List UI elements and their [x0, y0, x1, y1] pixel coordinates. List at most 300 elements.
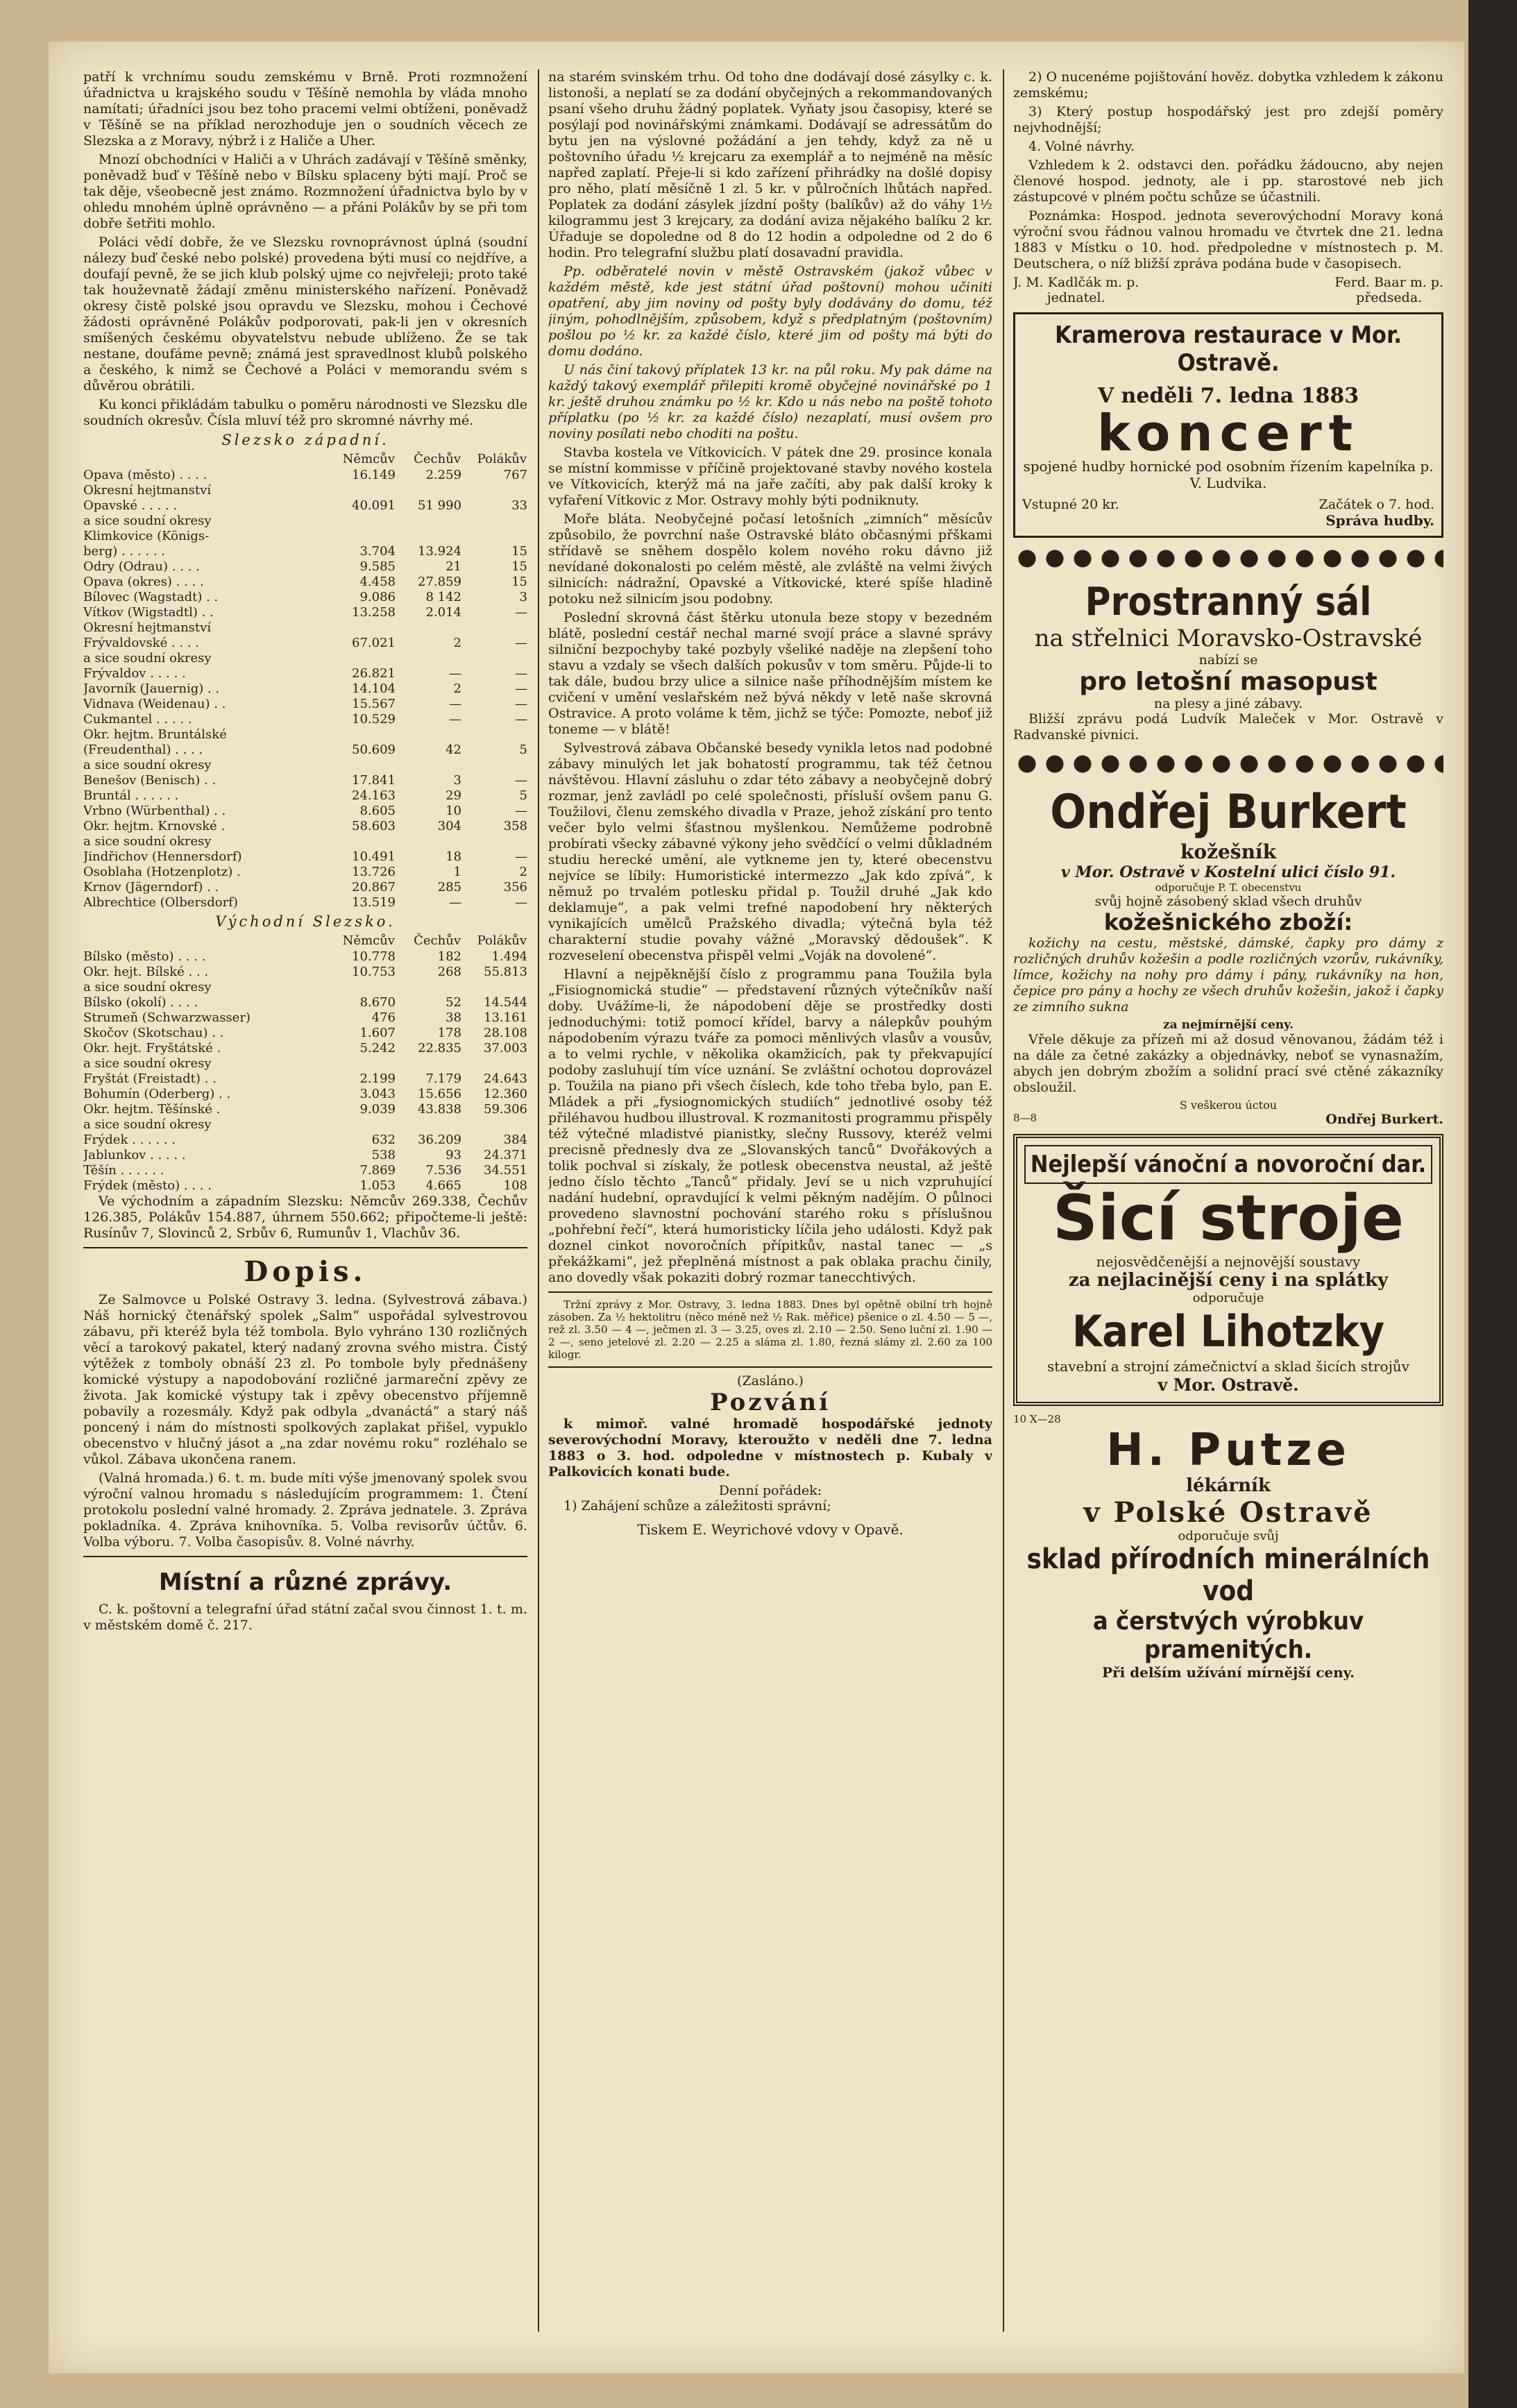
count-cell [461, 514, 527, 529]
table-row [83, 965, 527, 980]
count-cell [461, 980, 527, 995]
count-cell: 50.609 [352, 743, 396, 757]
count-cell [330, 758, 396, 773]
count-cell [396, 758, 461, 773]
ad-headline: koncert [1096, 404, 1360, 462]
count-cell: 8.670 [359, 995, 396, 1010]
count-cell: 15 [511, 575, 527, 589]
count-cell: 15 [511, 544, 527, 559]
decorative-dot-border [1013, 545, 1443, 573]
count-cell [461, 1056, 527, 1071]
count-cell: 9.585 [359, 559, 396, 574]
table-row [83, 1148, 527, 1163]
district-cell: Albrechtice (Olbersdorf) [83, 895, 238, 910]
district-cell: Bílovec (Wagstadt) . . [83, 590, 219, 604]
table-row [83, 804, 527, 819]
table-row [83, 697, 527, 712]
newspaper-page [49, 42, 1464, 2373]
invitation-text: k mimoř. valné hromadě hospodářské jednoty severovýchodní Moravy, kteroužto v neděli dne 7. ledna 1883 o 3. hod. odpoledne v místnostech p. Kubaly v Palkovicích konati bude. [548, 1416, 992, 1479]
ad-place: v Mor. Ostravě. [1158, 1375, 1299, 1395]
district-cell: Okr. hejtm. Bruntálské [83, 727, 227, 742]
agenda-item: 2) O nucenéme pojištování hověz. dobytka vzhledem k zákonu zemskému; [1013, 69, 1443, 101]
ad-place: v Polské Ostravě [1083, 1496, 1373, 1529]
district-cell: Okr. hejt. Fryštátské . [83, 1041, 221, 1055]
count-cell [330, 834, 396, 849]
count-cell: 5 [519, 743, 527, 757]
count-cell: 28.108 [484, 1026, 527, 1040]
article-paragraph: Poláci vědí dobře, že ve Slezsku rovnoprávnost úplná (soudní nálezy buď české nebo polské) provedena býti musí co nejdříve, a doufají pevně, že se jich klub polský ujme co nejvřeleji; proto také tak houževnatě žádají změnu ministerského nařízení. Poněvadž okresy čistě polské jsou opravdu ve Slezsku, mohou i Čechové žádosti oprávněné Polákův podporovati, pak-li jen v okresních smíšených českému obyvatelstvu nebude ublíženo. Že se tak nestane, doufáme pevně; známá jest spravedlnost klubů polského a českého, k nimž se Čechové a Poláci v memorandu svém s důvěrou obrátili. [83, 235, 527, 393]
count-cell: — [515, 849, 527, 864]
ad-goods: kožešnického zboží: [1103, 909, 1353, 935]
ad-entry: Vstupné 20 kr. [1022, 497, 1119, 512]
count-cell: — [449, 895, 461, 910]
count-cell [461, 483, 527, 498]
district-cell: Jablunkov . . . . . [83, 1148, 186, 1162]
table-row [83, 681, 527, 697]
table-body [83, 468, 527, 910]
count-cell: 21 [446, 559, 461, 574]
count-cell: 3 [453, 773, 461, 788]
table-row [83, 529, 527, 544]
district-cell: Odry (Odrau) . . . . [83, 559, 200, 574]
count-cell [461, 651, 527, 666]
ad-address: v Mor. Ostravě v Kostelní ulici číslo 91. [1060, 863, 1396, 881]
ad-text: nejosvědčenější a nejnovější soustavy [1096, 1253, 1361, 1270]
count-cell: 26.821 [352, 666, 396, 681]
count-cell: 5.242 [359, 1041, 396, 1055]
count-cell: — [515, 895, 527, 910]
district-cell: Vidnava (Weidenau) . . [83, 697, 226, 711]
count-cell: 8.605 [359, 804, 396, 818]
column-divider [1003, 69, 1004, 2332]
count-cell [330, 1117, 396, 1133]
table-row [83, 880, 527, 895]
count-cell: 7.869 [359, 1163, 396, 1178]
divider [83, 1556, 527, 1557]
count-cell: 304 [437, 819, 461, 833]
table-row [83, 758, 527, 773]
table-row [83, 1010, 527, 1026]
count-cell: 2 [453, 636, 461, 650]
count-cell: 37.003 [484, 1041, 527, 1055]
table-row [83, 1071, 527, 1087]
divider [548, 1366, 992, 1368]
article-paragraph: na starém svinském trhu. Od toho dne dodávají dosé zásylky c. k. listonoši, a neplatí se za dodání obyčejných a rekommandovaných psaní všeho druhu žádný poplatek. Vyňaty jsou časopisy, které se posýlají pod novinářskými známkami. Dodávají se adressátům do bytu jen na výslovné požádání a jen tehdy, když za ně u poštovního úřadu ½ krejcaru za exemplář a to nejméně na měsíc napřed zaplatí. Přeje-li si kdo zařízení přihrádky na došlé dopisy pro něho, platí měsíčně 1 zl. 5 kr. v půlročních lhůtách napřed. Poplatek za dodání zásylek jízdní pošty (balíkův) až do váhy 1½ kilogrammu jest 3 krejcary, za dodání aviza nějakého balíku 2 kr. Úřaduje se dopoledne od 8 do 12 hodin a odpoledne od 2 do 6 hodin. Pro telegrafní službu platí dosavadní pravidla. [548, 69, 992, 260]
count-cell: 767 [503, 468, 527, 482]
table-title-west: Slezsko západní. [221, 432, 389, 448]
count-cell: — [449, 712, 461, 727]
signature-name: J. M. Kadlčák m. p. [1013, 275, 1139, 290]
count-cell: 67.021 [352, 636, 396, 650]
count-cell: 16.149 [352, 468, 396, 482]
table-row [83, 819, 527, 834]
count-cell: 384 [503, 1133, 527, 1147]
district-cell: Frýdek . . . . . . [83, 1133, 176, 1147]
column-divider [538, 69, 539, 2332]
district-cell: Frývaldovské . . . . [83, 636, 200, 650]
count-cell: 108 [503, 1178, 527, 1193]
ad-text: spojené hudby hornické pod osobním řízením kapelníka p. V. Ludvika. [1023, 458, 1434, 491]
ad-thanks: Vřele děkuje za přízeň mi až dosud věnovanou, žádám též i na dále za četné zakázky a objednávky, neboť se vynasnažím, abych jen dobrým zbožím a solidní prací své ctěné zákazníky obsloužil. [1013, 1032, 1443, 1095]
signatures [1013, 275, 1443, 305]
count-cell: 29 [446, 788, 461, 803]
count-cell: 1.494 [491, 949, 527, 964]
district-cell: Bílsko (město) . . . . [83, 949, 206, 964]
ad-footer: Při delším užívání mírnější ceny. [1102, 1664, 1355, 1681]
district-cell: Vrbno (Würbenthal) . . [83, 804, 226, 818]
district-cell: Frýdek (město) . . . . [83, 1178, 212, 1193]
agenda-title: Denní pořádek: [718, 1483, 822, 1498]
count-cell: 13.924 [418, 544, 461, 559]
count-cell: 7.536 [425, 1163, 461, 1178]
count-cell: — [515, 697, 527, 711]
count-cell: 3.704 [359, 544, 396, 559]
article-paragraph: (Valná hromada.) 6. t. m. bude míti výše jmenovaný spolek svou výroční valnou hromadu s následujícím programmem: 1. Čtení protokolu poslední valné hromady. 2. Zpráva jednatele. 3. Zpráva pokladníka. 4. Zpráva knihovníka. 5. Volba revisorův účtův. 6. Volba výboru. 7. Volba časopisův. 8. Volné návrhy. [83, 1470, 527, 1550]
count-cell: — [449, 697, 461, 711]
district-cell: a sice soudní okresy [83, 1117, 212, 1132]
count-cell: 14.104 [352, 681, 396, 696]
district-cell: Osoblaha (Hotzenplotz) . [83, 865, 241, 879]
count-cell: — [515, 636, 527, 650]
table-row [83, 1056, 527, 1071]
article-paragraph: Poznámka: Hospod. jednota severovýchodní Moravy koná výroční svou řádnou valnou hromadu ve čtvrtek dne 21. ledna 1883 v Místku o 10. hod. předpoledne v místnostech p. M. Deutschera, o níž bližší zpráva podána bude v časopisech. [1013, 208, 1443, 271]
count-cell: 52 [446, 995, 461, 1010]
table-row [83, 1041, 527, 1056]
col-header: Čechův [414, 452, 461, 466]
count-cell: 10.753 [352, 965, 396, 979]
table-row [83, 468, 527, 483]
count-cell: 20.867 [352, 880, 396, 894]
count-cell: 42 [446, 743, 461, 757]
col-header: Němcův [342, 452, 395, 466]
ad-price: za nejmírnější ceny. [1163, 1018, 1294, 1032]
ad-trade: lékárník [1186, 1475, 1271, 1496]
count-cell: 8 142 [425, 590, 461, 604]
count-cell: 40.091 [352, 498, 396, 513]
ad-sign: Správa hudby. [1325, 512, 1434, 529]
page-edge-shadow [1468, 0, 1517, 2408]
count-cell: — [515, 712, 527, 727]
ad-date: V neděli 7. ledna 1883 [1097, 384, 1359, 408]
count-cell: 2 [453, 681, 461, 696]
ad-title: Prostranný sál [1085, 579, 1372, 625]
count-cell: 9.086 [359, 590, 396, 604]
ad-text: odporučuje svůj [1178, 1529, 1279, 1543]
district-cell: Okr. hejtm. Těšínské . [83, 1102, 221, 1117]
count-cell: 7.179 [425, 1071, 461, 1086]
count-cell [396, 727, 461, 743]
col-header: Čechův [414, 933, 461, 948]
signature-role: předseda. [1356, 290, 1423, 305]
table-row [83, 995, 527, 1010]
count-cell [461, 834, 527, 849]
count-cell: 2.259 [425, 468, 461, 482]
table-row [83, 712, 527, 727]
district-cell: a sice soudní okresy [83, 651, 212, 665]
article-paragraph: Moře bláta. Neobyčejné počasí letošních „zimních“ měsícův způsobilo, že povrchní naše Ostravské bláto občasnými přškami střídavě se sněhem dospělo kolem nového roku dávno již nevídané dokonalosti po celém městě, ale zvláště na velmi živých silnicích: nádražní, Opavské a Vítkovické, které spíše hladině potoku než silnicím jsou podobny. [548, 511, 992, 607]
count-cell [330, 529, 396, 544]
count-cell: 5 [519, 788, 527, 803]
count-cell: 34.551 [484, 1163, 527, 1178]
col-header: Němcův [342, 933, 395, 948]
district-cell: Bohumín (Oderberg) . . [83, 1087, 231, 1101]
count-cell: 268 [437, 965, 461, 979]
count-cell: 3 [519, 590, 527, 604]
table-row [83, 605, 527, 620]
table-row [83, 559, 527, 575]
count-cell: 51 990 [418, 498, 461, 513]
count-cell [396, 980, 461, 995]
count-cell: 24.371 [484, 1148, 527, 1162]
ad-text: odporučuje P. T. obecenstvu [1155, 881, 1302, 894]
ad-trade: kožešník [1180, 840, 1276, 863]
district-cell: (Freudenthal) . . . . [83, 743, 203, 757]
count-cell: 10.529 [352, 712, 396, 727]
article-paragraph: Mnozí obchodníci v Haliči a v Uhrách zadávají v Těšíně směnky, poněvadž buď v Těšíně nebo v Bílsku splaceny býti mají. Proč se tak děje, všeobecně jest známo. Rozmnožení úřadnictva bylo by v ohledu mnohém úplně oprávněno — a přáni Polákův by se při tom dobře šetřiti mohlo. [83, 152, 527, 231]
count-cell: 18 [446, 849, 461, 864]
district-cell: Opava (okres) . . . . [83, 575, 204, 589]
ad-headline: Šicí stroje [1053, 1182, 1404, 1255]
count-cell: — [515, 666, 527, 681]
table-row [83, 1087, 527, 1102]
district-cell: Benešov (Benisch) . . [83, 773, 217, 788]
count-cell: 38 [446, 1010, 461, 1025]
count-cell [396, 529, 461, 544]
stats-table-east [83, 933, 527, 1194]
district-cell: Okr. hejt. Bílské . . . [83, 965, 209, 979]
table-title-east: Východní Slezsko. [215, 913, 396, 930]
section-title-local: Místní a různé zprávy. [158, 1568, 452, 1596]
district-cell: Frývaldov . . . . . [83, 666, 186, 681]
district-cell: a sice soudní okresy [83, 1056, 212, 1071]
table-row [83, 1102, 527, 1117]
article-paragraph: Pp. odběratelé novin v městě Ostravském (jakož vůbec v každém městě, kde jest státní úřad poštovní) mohou učiniti opatření, aby jim noviny od pošty byly dodávány do domu, též jiným, pohodlnějším, způsobem, když s předplatným (poštovním) pošlou po ½ kr. za každé číslo, které jim od pošty má býti do domu dodáno. [548, 264, 992, 359]
count-cell [396, 514, 461, 529]
count-cell: — [515, 605, 527, 620]
divider [548, 1291, 992, 1293]
table-row [83, 544, 527, 559]
count-cell: 182 [437, 949, 461, 964]
table-row [83, 865, 527, 880]
article-paragraph: U nás činí takový příplatek 13 kr. na půl roku. My pak dáme na každý takový exemplář přilepiti kromě obyčejné novinářské po 1 kr. ještě druhou známku po ½ kr. Kdo u nás nebo na poště tohoto příplatku (po ½ kr. za každé číslo) nezaplatí, musí ovšem pro noviny posílati nebo choditi na poštu. [548, 362, 992, 441]
section-title-dopis: Dopis. [244, 1255, 367, 1288]
table-row [83, 849, 527, 865]
count-cell: 2.014 [425, 605, 461, 620]
count-cell: 2.199 [359, 1071, 396, 1086]
count-cell: 15.567 [352, 697, 396, 711]
count-cell: — [515, 773, 527, 788]
district-cell: Fryštát (Freistadt) . . [83, 1071, 217, 1086]
count-cell [330, 514, 396, 529]
table-row [83, 1163, 527, 1178]
table-row [83, 895, 527, 910]
agenda-item: 1) Zahájení schůze a záležitosti správní; [563, 1498, 831, 1514]
col-header: Polákův [477, 933, 527, 948]
table-row [83, 666, 527, 681]
count-cell: 178 [437, 1026, 461, 1040]
count-cell: 93 [446, 1148, 461, 1162]
count-cell: 10.778 [352, 949, 396, 964]
table-row [83, 773, 527, 788]
count-cell [330, 1056, 396, 1071]
count-cell [396, 483, 461, 498]
count-cell [330, 483, 396, 498]
table-row [83, 788, 527, 804]
district-cell: Okr. hejtm. Krnovské . [83, 819, 226, 833]
district-cell: a sice soudní okresy [83, 980, 212, 994]
ad-ref: 8—8 [1013, 1112, 1037, 1124]
table-row [83, 727, 527, 743]
district-cell: Cukmantel . . . . . [83, 712, 192, 727]
count-cell [396, 834, 461, 849]
count-cell: 17.841 [352, 773, 396, 788]
district-cell: Okresní hejtmanství [83, 620, 212, 635]
ad-ref: 10 X—28 [1013, 1413, 1061, 1425]
count-cell: 13.726 [352, 865, 396, 879]
district-cell: Vítkov (Wigstadtl) . . [83, 605, 214, 620]
count-cell: 10 [446, 804, 461, 818]
count-cell [396, 1056, 461, 1071]
count-cell: 13.519 [352, 895, 396, 910]
district-cell: Okresní hejtmanství [83, 483, 212, 498]
article-paragraph: Poslední skrovná část štěrku utonula beze stopy v bezedném blátě, poslední cestář nechal marné svojí práce a slavné správy silniční bezpochyby také pozbyly všeliké naděje na zlepšení toho stavu a vzdaly se všech dalších pokusův v tom směru. Půjde-li to tak dále, budou brzy ulice a silnice naše příhodnějším místem ke cvičení v umění veslařském než bývá někdy v letě naše skrovná Ostravice. A proto voláme k těm, jichž se týče: Pomozte, neboť již toneme — v blátě! [548, 610, 992, 737]
count-cell [330, 980, 396, 995]
district-cell: berg) . . . . . . [83, 544, 165, 559]
count-cell [461, 727, 527, 743]
divider [83, 1247, 527, 1248]
ad-text: stavební a strojní zámečnictví a sklad šicích strojův [1047, 1358, 1409, 1375]
count-cell: 24.163 [352, 788, 396, 803]
table-row [83, 575, 527, 590]
table-row [83, 1026, 527, 1041]
zaslano-label: (Zasláno.) [737, 1373, 804, 1389]
ad-concert [1013, 312, 1443, 538]
decorative-dot-border [1013, 750, 1443, 778]
ad-headline: pro letošní masopust [1079, 668, 1378, 696]
table-row [83, 590, 527, 605]
count-cell [396, 651, 461, 666]
district-cell: a sice soudní okresy [83, 514, 212, 528]
count-cell [396, 1117, 461, 1133]
ad-text: svůj hojně zásobený sklad všech druhův [1094, 894, 1362, 909]
ad-subtitle: na střelnici Moravsko-Ostravské [1034, 625, 1423, 652]
column-1 [83, 69, 527, 1636]
ad-regards: S veškerou úctou [1179, 1099, 1278, 1112]
stats-table-west [83, 451, 527, 910]
table-row [83, 620, 527, 636]
count-cell: 24.643 [484, 1071, 527, 1086]
table-row [83, 636, 527, 651]
count-cell: 1 [453, 865, 461, 879]
count-cell: 14.544 [484, 995, 527, 1010]
district-cell: Jindřichov (Hennersdorf) [83, 849, 242, 864]
ad-sewing-machines [1013, 1134, 1443, 1406]
count-cell: 1.607 [359, 1026, 396, 1040]
article-paragraph: Ku konci přikládám tabulku o poměru národnosti ve Slezsku dle soudních okresův. Čísla mluví též pro skromné návrhy mé. [83, 397, 527, 428]
count-cell: 13.258 [352, 605, 396, 620]
table-row [83, 980, 527, 995]
table-row [83, 834, 527, 849]
count-cell: 285 [437, 880, 461, 894]
ad-info: Bližší zprávu podá Ludvík Maleček v Mor. Ostravě v Radvanské pivnici. [1013, 711, 1443, 743]
col-header: Polákův [477, 452, 527, 466]
count-cell: 10.491 [352, 849, 396, 864]
ad-text: za nejlacinější ceny i na splátky [1068, 1270, 1389, 1291]
signature-role: jednatel. [1046, 290, 1105, 305]
column-2 [548, 69, 992, 1538]
count-cell: — [449, 666, 461, 681]
ad-details [1022, 497, 1434, 512]
article-paragraph: C. k. poštovní a telegrafní úřad státní začal svou činnost 1. t. m. v městském domě č. 217. [83, 1602, 527, 1633]
ad-text: na plesy a jiné zábavy. [1153, 696, 1303, 711]
count-cell: 22.835 [418, 1041, 461, 1055]
count-cell: 12.360 [484, 1087, 527, 1101]
article-paragraph: Ze Salmovce u Polské Ostravy 3. ledna. (Sylvestrová zábava.) Náš hornický čtenářský spolek „Salm“ uspořádal sylvestrovou zábavu, při kteréž byla též tombola. Bylo vyhráno 130 rozličných věcí a tarokový pakatel, který nadaný zrovna svého mistra. Čistý výtěžek z tomboly obnáší 23 zl. Po tombole byly přednášeny komické výstupy a napodobování rozličné jarmareční zpěvy ze života. Jak komické výstupy tak i zpěvy obecenstvo příjemně pobavily a rozesmály. Když pak odbyla „dvanáctá“ a starý náš poncený i nám do místnosti spolkových zaplakat přišel, vypuklo obecenstvo v hlučný jásot a „na zdar novému roku“ rozléhalo se vůkol. Zábava ukončena ranem. [83, 1292, 527, 1467]
summary-paragraph: Ve východním a západním Slezsku: Němcův 269.338, Čechův 126.385, Polákův 154.887, úhrnem 550.662; připočteme-li ještě: Rusínův 7, Slovinců 2, Srbův 6, Rumunův 1, Vlachův 36. [83, 1194, 527, 1241]
count-cell: 55.813 [484, 965, 527, 979]
ad-footer [1013, 1112, 1443, 1127]
ad-pharmacy [1013, 1413, 1443, 1681]
signature-name: Ferd. Baar m. p. [1334, 275, 1443, 290]
count-cell: 356 [503, 880, 527, 894]
district-cell: Opavské . . . . . [83, 498, 178, 513]
ad-hall [1013, 579, 1443, 743]
count-cell: 15 [511, 559, 527, 574]
count-cell: 27.859 [418, 575, 461, 589]
ad-title: Kramerova restaurace v Mor. Ostravě. [1055, 321, 1402, 377]
district-cell: Javorník (Jauernig) . . [83, 681, 220, 696]
count-cell: 4.458 [359, 575, 396, 589]
count-cell: 3.043 [359, 1087, 396, 1101]
count-cell: 36.209 [418, 1133, 461, 1147]
count-cell: 33 [511, 498, 527, 513]
district-cell: Opava (město) . . . . [83, 468, 207, 482]
count-cell [330, 727, 396, 743]
market-report: Tržní zprávy z Mor. Ostravy, 3. ledna 1883. Dnes byl opětně obilní trh hojně zásoben. Za ½ hektolitru (něco méně než ½ Rak. měřice) pšenice o zl. 4.50 — 5 —, rež zl. 3.50 — 4 —, ječmen zl. 3 — 3.25, oves zl. 2.10 — 2.50. Seno luční zl. 1.90 — 2 —, seno jetelové zl. 2.20 — 2.25 a sláma zl. 1.80, řezná slámy zl. 2.60 za 100 kilogr. [548, 1298, 992, 1361]
article-paragraph: Sylvestrová zábava Občanské besedy vynikla letos nad podobné zábavy minulých let jak bohatostí programmu, tak též četnou návštěvou. Hlavní zásluhu o zdar této zábavy a neobyčejně dobrý rozmar, jenž zavládl po celé společnosti, přísluší ovšem panu G. Toužilovi, členu zemského divadla v Praze, jehož získání pro tento večer bylo velmi šťastnou myšlenkou. Nemůžeme podrobně probírati všecky zábavné výkony jeho svědčící o velmi důkladném studiu herecké umění, ale vytkneme jen ty, které obecenstvu nejvíce se líbily: Humoristické intermezzo „Jak kdo zpívá“, k němuž po trvalém potlesku přidal p. Toužil druhé „Jak kdo deklamuje“, a pak velmi trefné napodobení hry některých vynikajících umělců Pražského divadla; výtečná byla též charakterní studie povahy vážné „Moravský dědoušek“. K rozveselení obecenstva přispěl velmi „Voják na dovolené“. [548, 740, 992, 963]
ad-name: Ondřej Burkert [1050, 785, 1407, 840]
ad-name: Karel Lihotzky [1072, 1306, 1384, 1357]
article-paragraph: Vzhledem k 2. odstavci den. pořádku žádoucno, aby nejen členové hospod. jednoty, ale i pp. starostové neb jich zástupcové v plném počtu schůze se účastnili. [1013, 158, 1443, 205]
count-cell: — [515, 804, 527, 818]
table-row [83, 483, 527, 498]
count-cell: 1.053 [359, 1178, 396, 1193]
count-cell [330, 651, 396, 666]
count-cell: 43.838 [418, 1102, 461, 1117]
agenda-item: 4. Volné návrhy. [1028, 139, 1135, 154]
ad-text: nabízí se [1198, 652, 1258, 668]
count-cell: 476 [371, 1010, 396, 1025]
ad-sign: Ondřej Burkert. [1325, 1112, 1443, 1127]
count-cell: 538 [371, 1148, 396, 1162]
count-cell: 58.603 [352, 819, 396, 833]
agenda-item: 3) Který postup hospodářský jest pro zdejší poměry nejvhodnější; [1013, 104, 1443, 135]
table-row [83, 498, 527, 514]
district-cell: Těšín . . . . . . [83, 1163, 164, 1178]
ad-text: odporučuje [1192, 1291, 1264, 1305]
ad-furrier [1013, 785, 1443, 1127]
ad-start: Začátek o 7. hod. [1319, 497, 1434, 512]
printer-imprint: Tiskem E. Weyrichové vdovy v Opavě. [637, 1521, 904, 1538]
ad-goods: sklad přírodních minerálních vod [1026, 1543, 1430, 1607]
table-body [83, 949, 527, 1194]
count-cell [461, 620, 527, 636]
district-cell: Krnov (Jägerndorf) . . [83, 880, 219, 894]
ad-goods-list: kožichy na cestu, městské, dámské, čapky pro dámy z rozličných druhův kožešin a podle rozličných vzorův, rukávníky, límce, kožichy na nohy pro dámy i pány, rukávníky na hon, čepice pro pány a hochy ze všech druhův kožešin, jakož i čapky ze zimního sukna [1013, 935, 1443, 1015]
ad-goods: a čerstvých výrobkuv pramenitých. [1092, 1607, 1364, 1664]
district-cell: Bílsko (okolí) . . . . [83, 995, 198, 1010]
count-cell: 358 [503, 819, 527, 833]
